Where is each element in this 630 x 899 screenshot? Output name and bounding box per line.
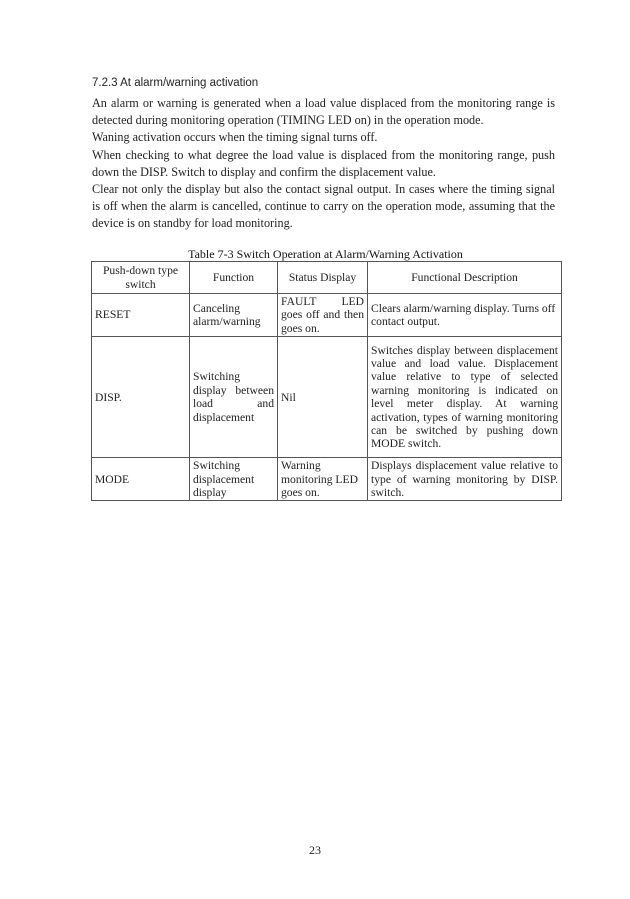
switch-operation-table: [91, 261, 562, 501]
paragraph-clear-output: Clear not only the display but also the contact signal output. In cases where the timing signal is off when the alarm is cancelled, continue to carry on the operation mode, assuming that the device is on standby for load monitoring.: [92, 182, 555, 231]
header-function: Function: [190, 262, 278, 294]
cell-description: Clears alarm/warning display. Turns off contact output.: [368, 294, 562, 337]
cell-switch: RESET: [92, 294, 190, 337]
table-caption: Table 7-3 Switch Operation at Alarm/Warning Activation: [188, 247, 463, 261]
header-functional-description: Functional Description: [368, 262, 562, 294]
cell-function: Switching displacement display: [190, 458, 278, 501]
table-row: [92, 294, 562, 337]
cell-status: FAULT LED goes off and then goes on.: [278, 294, 368, 337]
section-body: [92, 95, 555, 233]
table-header-row: [92, 262, 562, 294]
header-status-display: Status Display: [278, 262, 368, 294]
cell-status: Warning monitoring LED goes on.: [278, 458, 368, 501]
cell-description: Switches display between displacement value and load value. Displacement value relative to type of selected warning monitoring is indicated on level meter display. At warning activation, types of warning monitoring can be switched by pushing down MODE switch.: [368, 337, 562, 458]
paragraph-warning-activation: Waning activation occurs when the timing signal turns off.: [92, 130, 378, 145]
page-number: 23: [309, 843, 321, 857]
cell-function: Canceling alarm/warning: [190, 294, 278, 337]
paragraph-disp-check: When checking to what degree the load value is displaced from the monitoring range, push down the DISP. Switch to display and confirm the displacement value.: [92, 147, 555, 179]
cell-switch: DISP.: [92, 337, 190, 458]
header-switch: Push-down type switch: [92, 262, 190, 294]
section-heading: 7.2.3 At alarm/warning activation: [92, 77, 259, 89]
cell-status: Nil: [278, 337, 368, 458]
cell-function: Switching display between load and displacement: [190, 337, 278, 458]
paragraph-alarm-generation: An alarm or warning is generated when a load value displaced from the monitoring range is detected during monitoring operation (TIMING LED on) in the operation mode.: [92, 96, 555, 128]
table-row: [92, 337, 562, 458]
cell-description: Displays displacement value relative to type of warning monitoring by DISP. switch.: [368, 458, 562, 501]
cell-switch: MODE: [92, 458, 190, 501]
table-row: [92, 458, 562, 501]
